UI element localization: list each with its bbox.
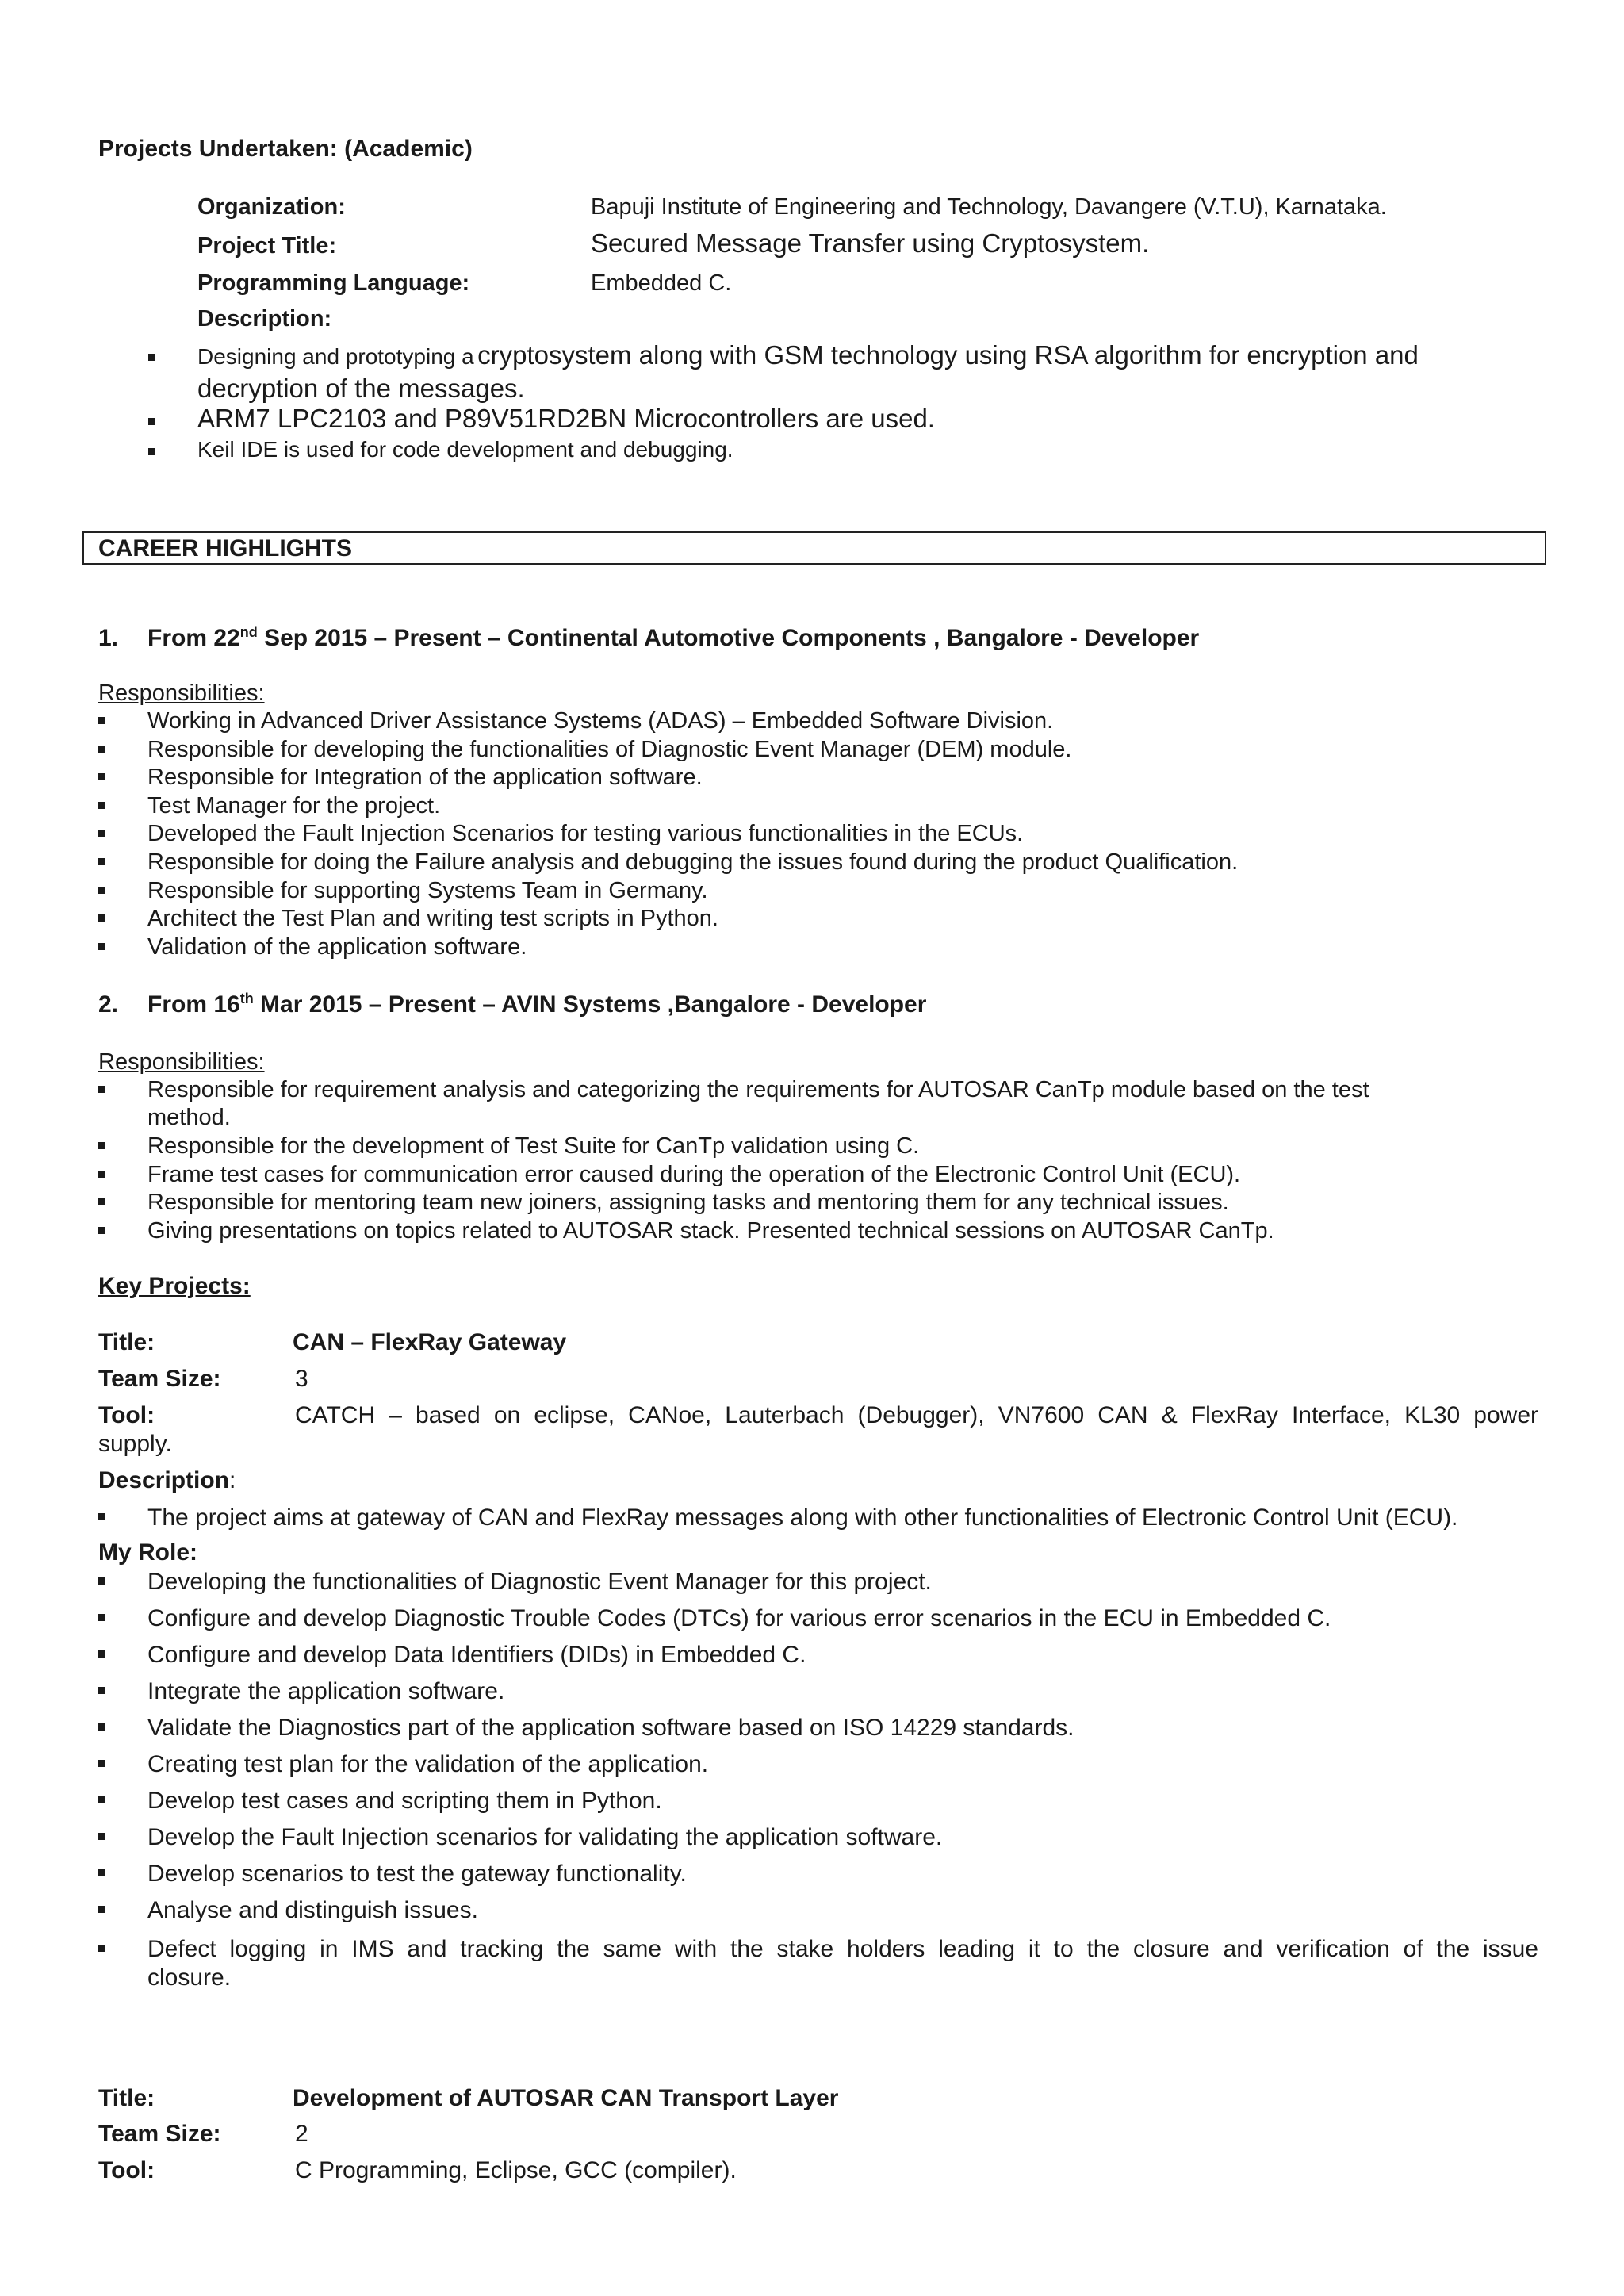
description-label: Description: [197, 306, 332, 332]
project-2-title-label: Title: [98, 2085, 155, 2111]
job-2-date-day: From 16 [147, 991, 240, 1018]
programming-language-label: Programming Language: [197, 270, 470, 296]
bullet-icon [98, 1504, 105, 1531]
job-2-number: 2. [98, 991, 119, 1018]
organization-value: Bapuji Institute of Engineering and Technology, Davangere (V.T.U), Karnataka. [591, 194, 1387, 220]
job-2-responsibility-2: Frame test cases for communication error caused during the operation of the Electronic Control Unit (ECU). [147, 1161, 1241, 1187]
job-1-responsibility-7: Responsible for supporting Systems Team in Germany. [147, 877, 708, 903]
job-1-responsibility-2: Responsible for developing the functionalities of Diagnostic Event Manager (DEM) module. [147, 736, 1072, 762]
job-1-responsibility-4: Test Manager for the project. [147, 792, 441, 818]
academic-bullet-1-mid: cryptosystem along with GSM technology using RSA algorithm for encryption and [477, 340, 1419, 370]
project-title-value: Secured Message Transfer using Cryptosystem. [591, 228, 1150, 258]
bullet-icon [98, 1189, 105, 1216]
bullet-icon [98, 877, 105, 904]
project-1-title-value: CAN – FlexRay Gateway [293, 1329, 567, 1355]
job-2-details: Mar 2015 – Present – AVIN Systems ,Bangalore - Developer [253, 991, 927, 1018]
job-1-responsibility-6: Responsible for doing the Failure analysis and debugging the issues found during the product Qualification. [147, 849, 1239, 875]
project-1-role-2: Configure and develop Diagnostic Trouble Codes (DTCs) for various error scenarios in the ECU in Embedded C. [147, 1605, 1331, 1631]
bullet-icon [98, 1860, 105, 1887]
bullet-icon [98, 1604, 105, 1631]
project-1-role-3: Configure and develop Data Identifiers (DIDs) in Embedded C. [147, 1642, 806, 1668]
bullet-icon [148, 344, 155, 371]
project-title-label: Project Title: [197, 233, 337, 259]
academic-bullet-1-start: Designing and prototyping a [197, 344, 474, 369]
job-2-responsibility-1: Responsible for requirement analysis and categorizing the requirements for AUTOSAR CanTp module based on the test [147, 1077, 1369, 1102]
bullet-icon [98, 1823, 105, 1850]
project-1-role-10: Analyse and distinguish issues. [147, 1897, 478, 1923]
bullet-icon [98, 1641, 105, 1668]
project-1-tool-value: CATCH – based on eclipse, CANoe, Lauterbach (Debugger), VN7600 CAN & FlexRay Interface, KL30 power [295, 1402, 1538, 1428]
organization-label: Organization: [197, 194, 346, 220]
bullet-icon [98, 1161, 105, 1188]
project-1-role-9: Develop scenarios to test the gateway functionality. [147, 1861, 687, 1887]
project-2-team-size-value: 2 [295, 2121, 308, 2147]
bullet-icon [98, 820, 105, 847]
project-1-role-last: Defect logging in IMS and tracking the same with the stake holders leading it to the closure and verification of the issue [147, 1936, 1538, 1962]
job-2-heading [147, 991, 926, 1019]
project-1-team-size-value: 3 [295, 1366, 308, 1392]
bullet-icon [148, 439, 155, 466]
academic-bullet-1 [197, 339, 1538, 371]
project-1-role-8: Develop the Fault Injection scenarios for validating the application software. [147, 1824, 943, 1850]
project-2-tool-label: Tool: [98, 2157, 155, 2183]
bullet-icon [98, 1677, 105, 1704]
project-1-description-item: The project aims at gateway of CAN and FlexRay messages along with other functionalities of Electronic Control Unit (ECU). [147, 1504, 1458, 1531]
description-label-text: Description [98, 1467, 230, 1493]
project-1-description-label [98, 1466, 236, 1495]
job-2-responsibility-1-cont: method. [147, 1105, 231, 1130]
bullet-icon [98, 736, 105, 763]
project-1-tool-label: Tool: [98, 1402, 155, 1428]
academic-bullet-2: ARM7 LPC2103 and P89V51RD2BN Microcontrollers are used. [197, 404, 935, 433]
project-1-role-last-cont: closure. [147, 1964, 232, 1991]
project-1-tool-value-cont: supply. [98, 1431, 172, 1457]
job-1-responsibility-9: Validation of the application software. [147, 933, 527, 960]
bullet-icon [98, 1935, 105, 1962]
bullet-icon [98, 1568, 105, 1595]
key-projects-heading: Key Projects: [98, 1273, 251, 1299]
job-1-details: Sep 2015 – Present – Continental Automotive Components , Bangalore - Developer [257, 625, 1200, 651]
job-1-responsibility-8: Architect the Test Plan and writing test scripts in Python. [147, 906, 718, 932]
project-2-team-size-label: Team Size: [98, 2121, 221, 2147]
bullet-icon [98, 1133, 105, 1159]
project-1-title-label: Title: [98, 1329, 155, 1355]
project-2-tool-value: C Programming, Eclipse, GCC (compiler). [295, 2157, 737, 2183]
project-1-role-6: Creating test plan for the validation of the application. [147, 1751, 709, 1777]
job-1-responsibility-5: Developed the Fault Injection Scenarios for testing various functionalities in the ECUs. [147, 821, 1024, 847]
job-2-responsibilities-label: Responsibilities: [98, 1049, 265, 1075]
bullet-icon [98, 933, 105, 960]
career-highlights-heading: CAREER HIGHLIGHTS [98, 535, 353, 562]
bullet-icon [98, 1076, 105, 1103]
job-2-responsibility-3: Responsible for mentoring team new joiners, assigning tasks and mentoring them for any technical issues. [147, 1190, 1229, 1216]
job-1-number: 1. [98, 625, 119, 651]
academic-bullet-3: Keil IDE is used for code development and debugging. [197, 437, 733, 462]
job-1-responsibility-3: Responsible for Integration of the application software. [147, 765, 703, 791]
bullet-icon [98, 1896, 105, 1923]
bullet-icon [98, 1217, 105, 1244]
bullet-icon [98, 1750, 105, 1777]
bullet-icon [148, 408, 155, 435]
job-1-responsibilities-label: Responsibilities: [98, 680, 265, 706]
academic-heading: Projects Undertaken: (Academic) [98, 136, 473, 162]
job-1-date-day: From 22 [147, 625, 240, 651]
project-1-role-5: Validate the Diagnostics part of the application software based on ISO 14229 standards. [147, 1715, 1074, 1741]
academic-bullet-1-cont: decryption of the messages. [197, 374, 525, 403]
description-label-colon: : [229, 1467, 236, 1493]
bullet-icon [98, 905, 105, 932]
project-1-role-4: Integrate the application software. [147, 1678, 505, 1704]
bullet-icon [98, 764, 105, 791]
job-2-responsibility-1: Responsible for the development of Test Suite for CanTp validation using C. [147, 1133, 920, 1159]
bullet-icon [98, 849, 105, 876]
project-1-team-size-label: Team Size: [98, 1366, 221, 1392]
project-2-title-value: Development of AUTOSAR CAN Transport Layer [293, 2085, 839, 2111]
bullet-icon [98, 1714, 105, 1741]
bullet-icon [98, 792, 105, 819]
programming-language-value: Embedded C. [591, 270, 732, 296]
bullet-icon [98, 1787, 105, 1814]
job-2-date-suffix: th [239, 991, 254, 1006]
bullet-icon [98, 707, 105, 734]
job-2-responsibility-4: Giving presentations on topics related to AUTOSAR stack. Presented technical sessions on AUTOSAR CanTp. [147, 1217, 1274, 1244]
job-1-date-suffix: nd [239, 624, 258, 640]
project-1-my-role-label: My Role: [98, 1539, 198, 1566]
project-1-role-7: Develop test cases and scripting them in Python. [147, 1788, 662, 1814]
job-1-responsibility-1: Working in Advanced Driver Assistance Systems (ADAS) – Embedded Software Division. [147, 708, 1054, 734]
job-1-heading [147, 624, 1199, 653]
project-1-role-1: Developing the functionalities of Diagnostic Event Manager for this project. [147, 1569, 932, 1595]
